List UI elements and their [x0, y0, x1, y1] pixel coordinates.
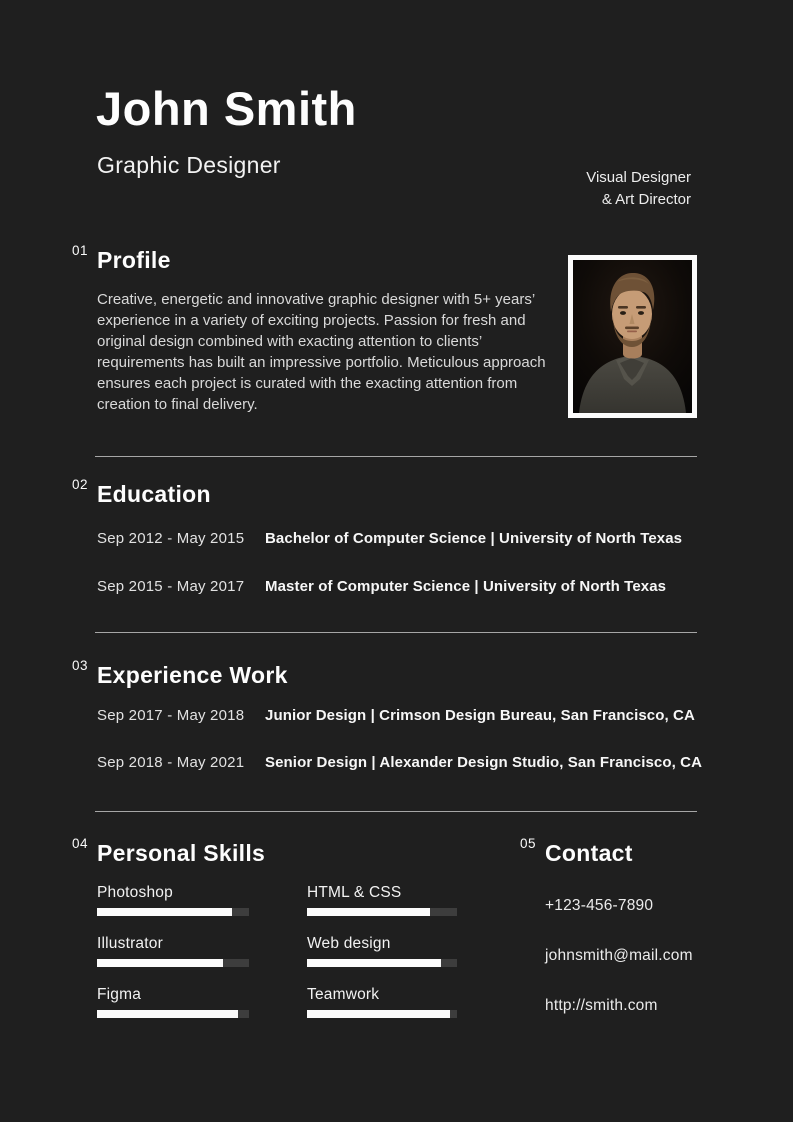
section-number-experience: 03 [72, 658, 89, 673]
contact-website: http://smith.com [545, 997, 658, 1014]
education-row [97, 578, 717, 595]
contact-list [545, 897, 693, 1047]
skill-bar-fill [307, 908, 430, 916]
divider-1 [95, 456, 697, 457]
profile-photo [568, 255, 697, 418]
skill-bar-fill [307, 959, 441, 967]
education-description: Master of Computer Science | University of North Texas [265, 578, 667, 595]
section-number-contact: 05 [520, 836, 537, 851]
skill-bar-track [307, 908, 457, 916]
skills-grid [97, 884, 457, 1018]
section-number-skills: 04 [72, 836, 89, 851]
contact-email: johnsmith@mail.com [545, 947, 693, 964]
experience-description: Senior Design | Alexander Design Studio, San Francisco, CA [265, 754, 703, 771]
experience-row [97, 754, 737, 771]
section-heading-education: Education [97, 481, 211, 507]
person-name: John Smith [96, 82, 357, 135]
skill-bar-track [307, 1010, 457, 1018]
experience-dates: Sep 2018 - May 2021 [97, 754, 245, 771]
section-number-education: 02 [72, 477, 89, 492]
education-row [97, 530, 717, 547]
tagline-line-1: Visual Designer [586, 169, 691, 186]
skill-item [97, 986, 249, 1018]
skill-label: Web design [307, 935, 391, 952]
education-dates: Sep 2012 - May 2015 [97, 530, 245, 547]
skill-label: Illustrator [97, 935, 163, 952]
skill-bar-fill [307, 1010, 450, 1018]
tagline-line-2: & Art Director [601, 190, 691, 208]
skill-item [307, 986, 457, 1018]
skill-bar-fill [97, 908, 232, 916]
skill-label: Figma [97, 986, 142, 1003]
skill-bar-fill [97, 1010, 238, 1018]
skill-label: Photoshop [97, 884, 173, 901]
profile-summary: Creative, energetic and innovative graphic designer with 5+ years’ experience in a variety of exciting projects. Passion for fresh and original design combined with exacting attention to clients’ requirements has built an impressive portfolio. Meticulous approach ensures each project is curated with the exacting attention from creation to final delivery. [97, 291, 546, 413]
skill-bar-track [97, 908, 249, 916]
skill-bar-track [307, 959, 457, 967]
experience-row [97, 707, 737, 724]
job-title: Graphic Designer [97, 152, 281, 178]
skill-item [97, 884, 249, 916]
education-description: Bachelor of Computer Science | University of North Texas [265, 530, 683, 547]
skill-item [307, 884, 457, 916]
portrait-illustration [573, 260, 692, 413]
section-number-profile: 01 [72, 243, 89, 258]
section-heading-contact: Contact [545, 840, 633, 866]
section-heading-skills: Personal Skills [97, 840, 266, 866]
tagline [586, 167, 691, 210]
education-dates: Sep 2015 - May 2017 [97, 578, 245, 595]
skill-bar-fill [97, 959, 223, 967]
section-heading-profile: Profile [97, 247, 171, 273]
experience-description: Junior Design | Crimson Design Bureau, San Francisco, CA [265, 707, 695, 724]
skill-label: Teamwork [307, 986, 380, 1003]
experience-dates: Sep 2017 - May 2018 [97, 707, 245, 724]
skill-item [97, 935, 249, 967]
divider-3 [95, 811, 697, 812]
skill-label: HTML & CSS [307, 884, 402, 901]
skill-item [307, 935, 457, 967]
section-heading-experience: Experience Work [97, 662, 288, 688]
skill-bar-track [97, 959, 249, 967]
divider-2 [95, 632, 697, 633]
contact-phone: +123-456-7890 [545, 897, 654, 914]
skill-bar-track [97, 1010, 249, 1018]
